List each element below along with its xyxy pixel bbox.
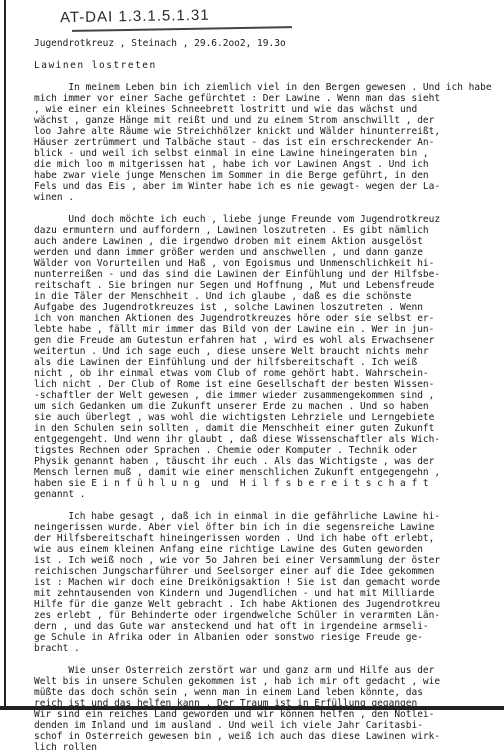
paragraph-line: -schaftler der Welt gewesen , die immer wieder zusammengekommen sind , bbox=[34, 390, 435, 401]
paragraph-line: in die Täler der Menschheit . Und ich glaube , daß es die schönste bbox=[34, 291, 412, 302]
paragraph-line: auch andere Lawinen , die irgendwo droben mit einem Aktion ausgelöst bbox=[34, 236, 423, 247]
paragraph-line: Mensch lernen muß , damit wie einer menschlichen Zukunft entgegengehn , bbox=[34, 467, 441, 478]
paragraph-line: weitertun . Und ich sage euch , diese unsere Welt braucht nichts mehr bbox=[34, 346, 429, 357]
paragraph-line: Welt bis in unsere Schulen gekommen ist , hab ich mir oft gedacht , wie bbox=[34, 676, 441, 687]
paragraph-line: gen die Freude am Gutestun erfahren hat , wird es wohl als Erwachsener bbox=[34, 335, 435, 346]
paragraph bbox=[34, 82, 494, 203]
paragraph bbox=[34, 665, 494, 753]
document-body bbox=[34, 38, 494, 753]
paragraph-line: lebte habe , fällt mir immer das Bild von der Lawine ein . Wer in jun- bbox=[34, 324, 435, 335]
paragraph-line: dern , und das Gute war ansteckend und hat oft in irgendeine armseli- bbox=[34, 621, 429, 632]
paragraph-line: sie auch überlegt , was wohl die wichtigsten Lehrziele und Lerngebiete bbox=[34, 412, 435, 423]
paragraph-line: dazu ermuntern und auffordern , Lawinen loszutreten . Es gibt nämlich bbox=[34, 225, 429, 236]
paragraph-line: nunterreißen - und das sind die Lawinen der Einfühlung und der Hilfsbe- bbox=[34, 269, 441, 280]
paragraph-line: Wir sind ein reiches Land geworden und wir können helfen , den Notlei- bbox=[34, 709, 435, 720]
paragraph-line: Physik genannt haben , täuscht ihr euch . Als das Wichtigste , was der bbox=[34, 456, 435, 467]
paragraph-line: loo Jahre alte Räume wie Streichhölzer knickt und Wälder hinunterreißt, bbox=[34, 126, 441, 137]
paragraph-line: Wie unser Österreich zerstört war und ganz arm und Hilfe aus der bbox=[34, 665, 435, 676]
paragraph-line: reitschaft . Sie bringen nur Segen und Hoffnung , Mut und Lebensfreude bbox=[34, 280, 435, 291]
paragraph-line: in den Schulen sein sollten , damit die Menschheit einer guten Zukunft bbox=[34, 423, 435, 434]
paragraph-line: In meinem Leben bin ich ziemlich viel in den Bergen gewesen . Und ich habe bbox=[34, 82, 492, 93]
paragraph-line: ist : Machen wir doch eine Dreikönigsaktion ! Sie ist dan gemacht worde bbox=[34, 577, 441, 588]
paragraph-line: ge Schule in Afrika oder in Albanien oder sonstwo riesige Freude ge- bbox=[34, 632, 423, 643]
paragraph bbox=[34, 214, 494, 500]
paragraph-line: reichischen Jungscharführer und Seelsorger einer auf die Idee gekommen bbox=[34, 566, 435, 577]
paragraph-line: wie aus einem kleinen Anfang eine richtige Lawine des Guten geworden bbox=[34, 544, 423, 555]
paragraph-line: die mich loo m mitgerissen hat , habe ich vor Lawinen Angst . Und ich bbox=[34, 159, 429, 170]
document-title: Lawinen lostreten bbox=[34, 60, 157, 71]
paragraph-line: Hilfe für die ganze Welt gebracht . Ich habe Aktionen des Jugendrotkreu bbox=[34, 599, 441, 610]
paragraph-line: schof in Österreich gewesen bin , weiß ich auch das diese Lawinen wirk- bbox=[34, 731, 441, 742]
paragraph-line: mit zehntausenden von Kindern und Jugendlichen - und hat mit Milliarde bbox=[34, 588, 435, 599]
paragraph-line: als die Lawinen der Einfühlung und der hilfsbereitschaft . Ich weiß bbox=[34, 357, 418, 368]
paragraph-line: Wälder von Vorurteilen und Haß , von Egoismus und Unmenschlichkeit hi- bbox=[34, 258, 435, 269]
paragraph-line: werden und dann immer größer werden und anschwellen , und dann ganze bbox=[34, 247, 423, 258]
paragraph bbox=[34, 511, 494, 654]
paragraph-line: Und doch möchte ich euch , liebe junge Freunde vom Jugendrotkreuz bbox=[34, 214, 441, 225]
paragraph-line: neingerissen wurde. Aber viel öfter bin ich in die segensreiche Lawine bbox=[34, 522, 435, 533]
paragraph-line: bracht . bbox=[34, 643, 80, 654]
paragraph-line: mich immer vor einer Sache gefürchtet : Der Lawine . Wenn man das sieht bbox=[34, 93, 441, 104]
paragraph-line: haben sie E i n f ü h l u n g und H i l f s b e r e i t s c h a f t bbox=[34, 478, 429, 489]
scan-border-left bbox=[4, 0, 6, 710]
paragraph-line: Ich habe gesagt , daß ich in einmal in die gefährliche Lawine hi- bbox=[34, 511, 441, 522]
archive-stamp: AT-DAI 1.3.1.5.1.31 bbox=[59, 6, 210, 27]
paragraphs-container bbox=[34, 82, 494, 753]
paragraph-line: wächst , ganze Hänge mit reißt und und zu einem Strom anschwillt , der bbox=[34, 115, 435, 126]
paragraph-line: Fels und das Eis , aber im Winter habe ich es nie gewagt- wegen der La- bbox=[34, 181, 441, 192]
paragraph-line: , wie einer ein kleines Schneebrett lostritt und wie das wächst und bbox=[34, 104, 418, 115]
paragraph-line: müßte das doch schön sein , wenn man in einem Land leben könnte, das bbox=[34, 687, 423, 698]
header-line: Jugendrotkreuz , Steinach , 29.6.2oo2, 19.3o bbox=[34, 38, 286, 49]
paragraph-line: Aufgabe des Jugendrotkreuzes ist , solche Lawinen loszutreten . Wenn bbox=[34, 302, 423, 313]
paragraph-line: zes erlebt , für Behinderte oder irgendwelche Schüler in verarmten Län- bbox=[34, 610, 441, 621]
paragraph-line: reich ist und das helfen kann . Der Traum ist in Erfüllung gegangen bbox=[34, 698, 418, 709]
paragraph-line: nicht , ob ihr einmal etwas vom Club of rome gehört habt. Wahrschein- bbox=[34, 368, 429, 379]
paragraph-line: blick - und weil ich selbst einmal in eine Lawine hineingeraten bin , bbox=[34, 148, 429, 159]
paragraph-line: lich rollen bbox=[34, 742, 97, 753]
paragraph-line: winen . bbox=[34, 192, 75, 203]
paragraph-line: habe zwar viele junge Menschen im Sommer in die Berge geführt, in den bbox=[34, 170, 429, 181]
paragraph-line: entgegengeht. Und wenn ihr glaubt , daß diese Wissenschaftler als Wich- bbox=[34, 434, 441, 445]
paragraph-line: um sich Gedanken um die Zukunft unserer Erde zu machen . Und so haben bbox=[34, 401, 429, 412]
paragraph-line: tigstes Rechnen oder Sprachen . Chemie oder Komputer . Technik oder bbox=[34, 445, 418, 456]
paragraph-line: ich von manchen Aktionen des Jugendrotkreuzes höre oder sie selbst er- bbox=[34, 313, 435, 324]
paragraph-line: der Hilfsbereitschaft hineingerissen worden . Und ich habe oft erlebt, bbox=[34, 533, 435, 544]
paragraph-line: genannt . bbox=[34, 489, 86, 500]
paragraph-line: lich nicht . Der Club of Rome ist eine Gesellschaft der besten Wissen- bbox=[34, 379, 435, 390]
paragraph-line: denden im Inland und im ausland . Und weil ich viele Jahr Caritasbi- bbox=[34, 720, 423, 731]
paragraph-line: Häuser zertrümmert und Talbäche staut - das ist ein erschreckender An- bbox=[34, 137, 435, 148]
stamp-underline bbox=[72, 26, 292, 32]
paragraph-line: ist . Ich weiß noch , wie vor 5o Jahren bei einer Versammlung der öster bbox=[34, 555, 441, 566]
